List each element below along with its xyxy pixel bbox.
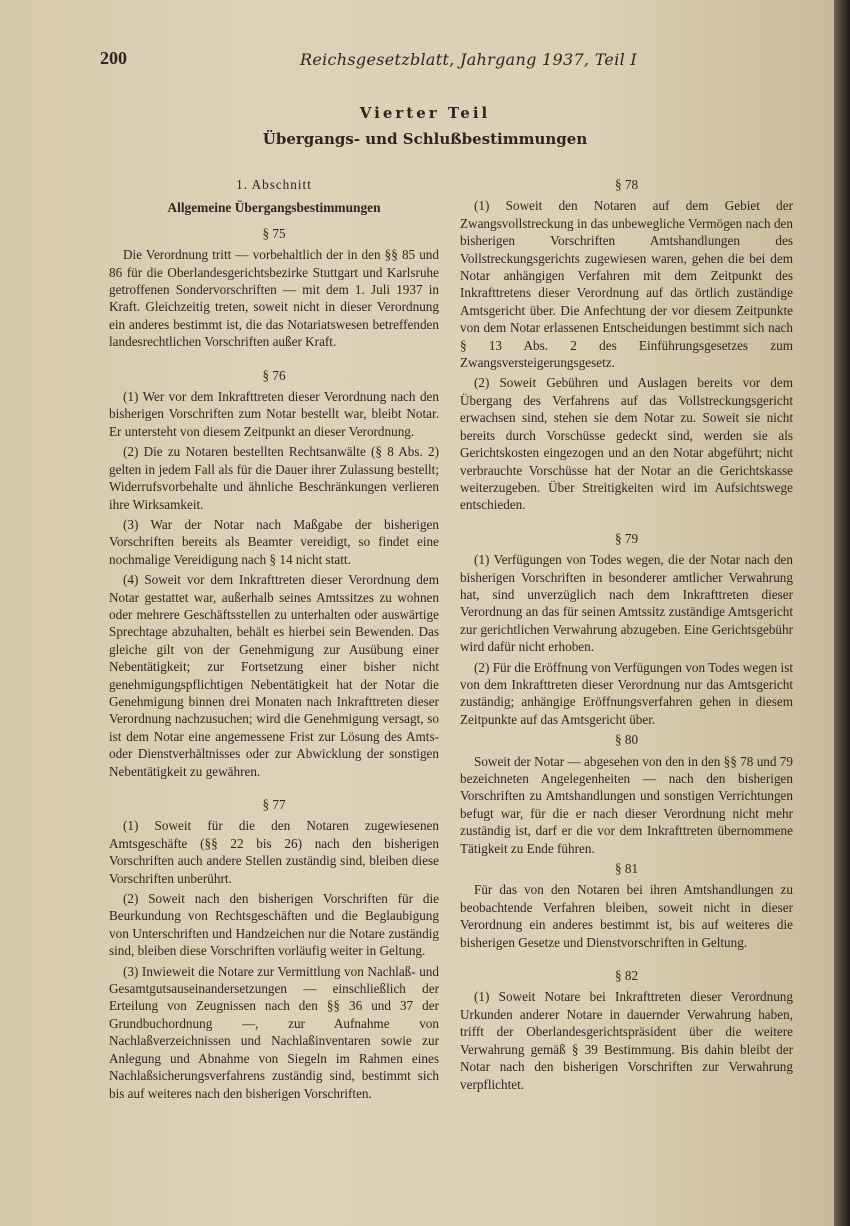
section-heading-79: § 79 xyxy=(614,530,639,546)
section-79-paragraph-1: (1) Verfügungen von Todes wegen, die der Notar nach den bisherigen Vorschriften in besonderer amtlicher Verwahrung hat, sind unverzüglich nach dem Inkrafttreten dieser Verordnung an das für seinen Amtssitz zuständige Amtsgericht zur gerichtlichen Verwahrung abzugeben. Eine Gerichtsgebühr wird dafür nicht erhoben. xyxy=(460,552,793,655)
abschnitt-heading: 1. Abschnitt xyxy=(236,177,312,192)
section-heading-81: § 81 xyxy=(614,861,639,877)
section-77-paragraph-3: (3) Inwieweit die Notare zur Vermittlung von Nachlaß- und Gesamtgutsauseinandersetzungen — einschließlich der Erteilung von Zeugnissen nach den §§ 36 und 37 der Grundbuchordnung —, zur Aufnahme von Nachlaßverzeichnissen und Nachlaßinventaren sowie zur Anlegung und Abnahme von Siegeln im Rahmen eines Nachlaßsicherungsverfahrens zuständig sind, bestimmt sich bis auf weiteres nach den bisherigen Vorschriften. xyxy=(109,963,439,1101)
page-number: 200 xyxy=(100,48,127,68)
running-title: Reichsgesetzblatt, Jahrgang 1937, Teil I xyxy=(300,50,638,69)
section-heading-82: § 82 xyxy=(614,968,639,984)
section-77-paragraph-2: (2) Soweit nach den bisherigen Vorschriften für die Beurkundung von Rechtsgeschäften und die Beglaubigung von Unterschriften und Handzeichen nur die Notare zuständig sind, bleiben diese Vorschriften vorläufig weiter in Geltung. xyxy=(109,891,439,959)
section-79-paragraph-2: (2) Für die Eröffnung von Verfügungen von Todes wegen ist von dem Inkrafttreten dieser Verordnung nur das Amtsgericht zuständig; anhängige Eröffnungsverfahren gehen in diesem Zeitpunkte auf das Amtsgericht über. xyxy=(460,659,793,727)
section-76-paragraph-2: (2) Die zu Notaren bestellten Rechtsanwälte (§ 8 Abs. 2) gelten in jedem Fall als für die Dauer ihrer Zulassung bestellt; Widerrufsvorbehalte und ähnliche Beschränkungen verlieren ihre Wirksamkeit. xyxy=(109,444,439,512)
section-heading-77: § 77 xyxy=(262,797,286,812)
left-column xyxy=(109,176,439,1105)
section-heading-78: § 78 xyxy=(614,177,639,192)
section-78-paragraph-2: (2) Soweit Gebühren und Auslagen bereits vor dem Übergang des Verfahrens auf das Vollstreckungsgericht erwachsen sind, stehen sie dem Notar zu. Soweit sie nicht bereits durch Vorschüsse gedeckt sind, werden sie als Gerichtskosten eingezogen und an den Notar abgeführt; nicht verbrauchte Vorschüsse hat der Notar an die Gerichtskasse weiterzugeben. Über Streitigkeiten wird im Aufsichtswege entschieden. xyxy=(460,375,793,513)
part-subtitle: Übergangs- und Schlußbestimmungen xyxy=(262,130,588,148)
right-column xyxy=(460,176,793,1096)
part-title: Vierter Teil xyxy=(359,104,491,122)
section-81-paragraph: Für das von den Notaren bei ihren Amtshandlungen zu beobachtende Verfahren bleiben, soweit nicht in dieser Verordnung ein anderes bestimmt ist, bis auf weiteres die bisherigen Gesetze und Dienstvorschriften in Geltung. xyxy=(460,882,793,950)
section-80-paragraph: Soweit der Notar — abgesehen von den in den §§ 78 und 79 bezeichneten Angelegenheiten — nach den bisherigen Vorschriften zu Amtshandlungen und sonstigen Verrichtungen befugt war, für die er nach dieser Verordnung nicht mehr zuständig ist, darf er die vor dem Inkrafttreten übernommene Tätigkeit zu Ende führen. xyxy=(460,753,793,856)
section-heading-76: § 76 xyxy=(262,367,286,383)
section-heading-75: § 75 xyxy=(262,225,286,241)
page-header xyxy=(100,48,774,74)
section-76-paragraph-3: (3) War der Notar nach Maßgabe der bisherigen Vorschriften bereits als Beamter vereidigt, so findet eine nochmalige Vereidigung nach § 14 nicht statt. xyxy=(109,516,439,567)
section-76-paragraph-4: (4) Soweit vor dem Inkrafttreten dieser Verordnung dem Notar gestattet war, außerhalb seines Amtssitzes zu wohnen oder mehrere Geschäftsstellen zu unterhalten oder auswärtige Sprechtage abzuhalten, behält es hierbei sein Bewenden. Das gleiche gilt von der Genehmigung zur Ausübung einer Nebentätigkeit; zur Fortsetzung einer bisher nicht genehmigungspflichtigen Nebentätigkeit hat der Notar die Genehmigung binnen drei Monaten nach Inkrafttreten dieser Verordnung nachzusuchen; wird die Genehmigung versagt, so ist dem Notar eine angemessene Frist zur Lösung des Amts- oder Dienstverhältnisses oder zur Abwicklung der sonstigen Nebentätigkeit zu gewähren. xyxy=(109,572,439,779)
binding-edge xyxy=(834,0,850,1226)
section-75-paragraph: Die Verordnung tritt — vorbehaltlich der in den §§ 85 und 86 für die Oberlandesgerichtsbezirke Stuttgart und Karlsruhe getroffenen Sondervorschriften — mit dem 1. Juli 1937 in Kraft. Gleichzeitig treten, soweit nicht in dieser Verordnung ein anderes bestimmt ist, die das Notariatswesen betreffenden landesrechtlichen Vorschriften außer Kraft. xyxy=(109,247,439,350)
section-77-paragraph-1: (1) Soweit für die den Notaren zugewiesenen Amtsgeschäfte (§§ 22 bis 26) nach den bisherigen Vorschriften auch andere Stellen zuständig sind, bleiben diese Vorschriften unberührt. xyxy=(109,818,439,886)
section-76-paragraph-1: (1) Wer vor dem Inkrafttreten dieser Verordnung nach den bisherigen Vorschriften zum Notar bestellt war, bleibt Notar. Er untersteht von diesem Zeitpunkt an dieser Verordnung. xyxy=(109,389,439,439)
section-heading-80: § 80 xyxy=(614,732,639,748)
section-78-paragraph-1: (1) Soweit den Notaren auf dem Gebiet der Zwangsvollstreckung in das unbewegliche Vermögen nach den bisherigen Vorschriften Amtshandlungen des Vollstreckungsgerichts zugewiesen waren, gehen die bei dem Notar anhängigen Verfahren mit dem Zeitpunkt des Inkrafttretens dieser Verordnung auf das örtlich zuständige Amtsgericht über. Die Anfechtung der vor diesem Zeitpunkte von dem Notar erlassenen Entscheidungen bestimmt sich nach § 13 Abs. 2 des Einführungsgesetzes zum Zwangsversteigerungsgesetz. xyxy=(460,198,793,371)
section-82-paragraph: (1) Soweit Notare bei Inkrafttreten dieser Verordnung Urkunden anderer Notare in dauernder Verwahrung haben, trifft der Oberlandesgerichtspräsident über die weitere Verwahrung gemäß § 39 Bestimmung. Bis dahin bleibt der Notar nach den bisherigen Vorschriften zur Verwahrung verpflichtet. xyxy=(460,989,793,1092)
abschnitt-title: Allgemeine Übergangsbestimmungen xyxy=(167,200,381,216)
